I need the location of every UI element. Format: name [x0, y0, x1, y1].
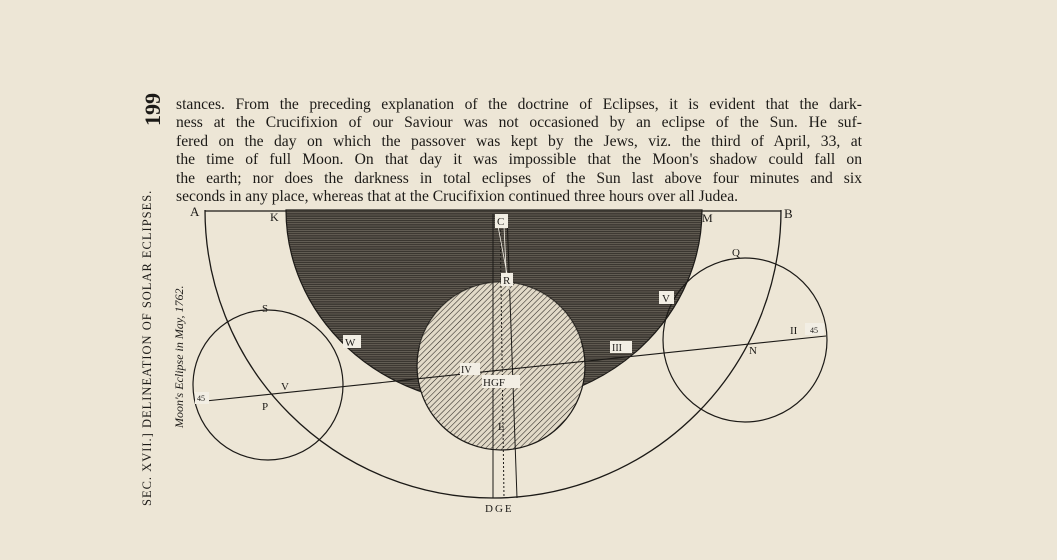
- right-moon-circle: [663, 258, 827, 422]
- text-line: seconds in any place, whereas that at the Crucifixion continued three hours over all Judea.: [176, 188, 739, 206]
- text-line: ness at the Crucifixion of our Saviour was not occasioned by an eclipse of the Sun. He suf-: [176, 114, 862, 132]
- label-n: N: [749, 345, 757, 357]
- left-moon-circle: [193, 310, 343, 460]
- running-header: SEC. XVII.] DELINEATION OF SOLAR ECLIPSES.: [140, 189, 154, 506]
- figure-caption: Moon's Eclipse in May, 1762.: [172, 285, 186, 428]
- page-number: 199: [140, 93, 165, 126]
- label-hgf: HGF: [483, 377, 506, 389]
- label-ii: II: [790, 325, 798, 337]
- label-v-right: V: [662, 293, 670, 305]
- label-q: Q: [732, 247, 740, 259]
- text-line: the earth; nor does the darkness in total eclipses of the Sun last above four minutes and six: [176, 169, 862, 187]
- label-dge: DGE: [485, 503, 514, 515]
- label-c: C: [497, 216, 505, 228]
- text-line: stances. From the preceding explanation of the doctrine of Eclipses, it is evident that the dark-: [176, 96, 862, 113]
- label-s: S: [262, 303, 269, 315]
- text-line: fered on the day on which the passover was kept by the Jews, viz. the third of April, 33, at: [176, 132, 862, 150]
- label-k: K: [270, 210, 279, 224]
- label-45-left: 45: [197, 394, 205, 403]
- label-iii: III: [612, 343, 622, 354]
- label-l: L: [498, 421, 505, 433]
- label-w: W: [345, 337, 356, 349]
- label-a: A: [190, 204, 200, 219]
- label-45-right: 45: [810, 326, 818, 335]
- label-m: M: [702, 211, 713, 225]
- label-iv: IV: [461, 365, 472, 376]
- text-line: the time of full Moon. On that day it was impossible that the Moon's shadow could fall on: [176, 151, 862, 169]
- label-p: P: [262, 401, 269, 413]
- label-v-left: V: [281, 381, 289, 393]
- label-b: B: [784, 206, 793, 221]
- label-r: R: [503, 275, 511, 287]
